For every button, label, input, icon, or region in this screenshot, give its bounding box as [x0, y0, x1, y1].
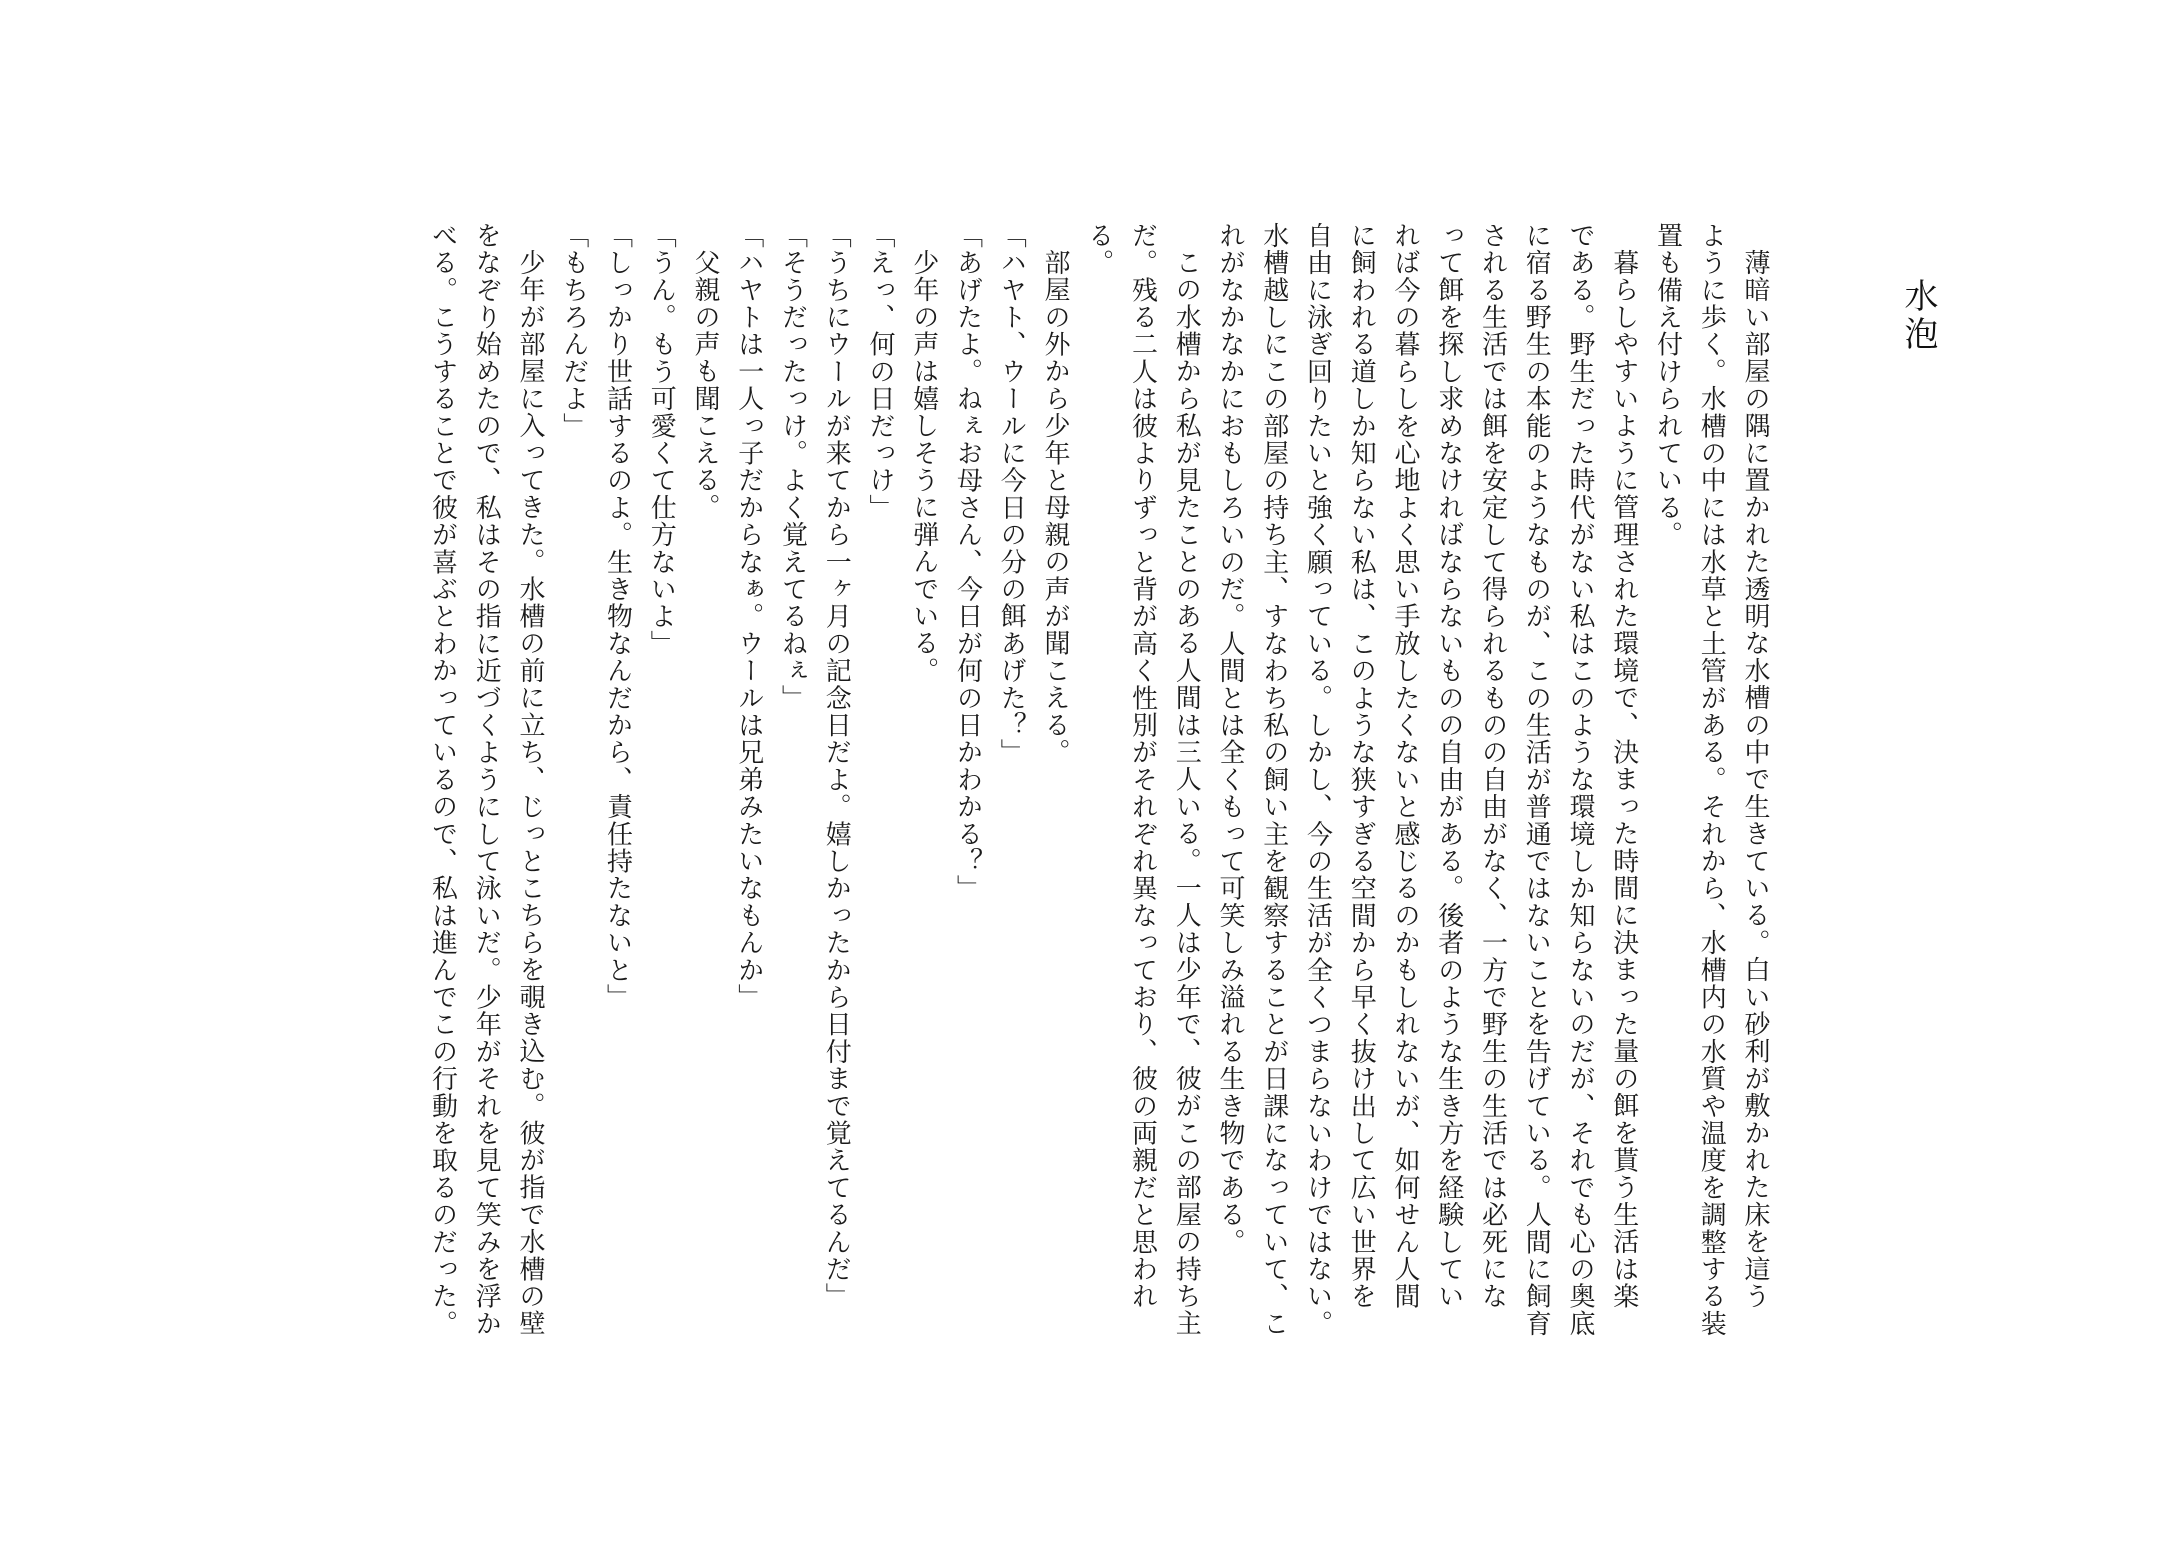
dialogue-column: 「うん。もう可愛くて仕方ないよ」 [646, 222, 677, 658]
text-column: に飼われる道しか知らない私は、このような狭すぎる空間から早く抜け出して広い世界を [1346, 222, 1377, 1310]
text-column: この水槽から私が見たことのある人間は三人いる。一人は少年で、彼がこの部屋の持ち主 [1171, 249, 1202, 1337]
text-column: 置も備え付けられている。 [1652, 222, 1683, 549]
text-column: である。野生だった時代がない私はこのような環境しか知らないのだが、それでも心の奥底 [1565, 222, 1595, 1338]
text-column: る。 [1083, 222, 1114, 277]
dialogue-column: 「ハヤトは一人っ子だからなぁ。ウールは兄弟みたいなもんか」 [733, 222, 764, 1011]
dialogue-column: 「しっかり世話するのよ。生き物なんだから、責任持たないと」 [602, 222, 633, 1011]
dialogue-column: 「そうだったっけ。よく覚えてるねぇ」 [777, 222, 808, 712]
text-column: 水槽越しにこの部屋の持ち主、すなわち私の飼い主を観察することが日課になっていて、こ [1258, 222, 1289, 1338]
text-column: 自由に泳ぎ回りたいと強く願っている。しかし、今の生活が全くつまらないわけではない。 [1302, 222, 1333, 1338]
text-column: をなぞり始めたので、私はその指に近づくようにして泳いだ。少年がそれを見て笑みを浮か [471, 222, 502, 1338]
dialogue-column: 「もちろんだよ」 [558, 222, 589, 440]
text-column: れば今の暮らしを心地よく思い手放したくないと感じるのかもしれないが、如何せん人間 [1390, 222, 1420, 1310]
text-column: 薄暗い部屋の隅に置かれた透明な水槽の中で生きている。白い砂利が敷かれた床を這う [1740, 249, 1770, 1310]
dialogue-column: 「えっ、何の日だっけ」 [865, 222, 895, 522]
text-column: 暮らしやすいように管理された環境で、決まった時間に決まった量の餌を貰う生活は楽 [1608, 249, 1639, 1310]
text-column: される生活では餌を安定して得られるものの自由がなく、一方で野生の生活では必死にな [1477, 222, 1508, 1310]
story-title: 水泡 [1898, 278, 1938, 354]
story-body [420, 222, 1776, 1338]
text-column: べる。こうすることで彼が喜ぶとわかっているので、私は進んでこの行動を取るのだった。 [427, 222, 458, 1338]
dialogue-column: 「うちにウールが来てから一ヶ月の記念日だよ。嬉しかったから日付まで覚えてるんだ」 [821, 222, 852, 1310]
text-column: 父親の声も聞こえる。 [690, 249, 720, 521]
text-column: って餌を探し求めなければならないものの自由がある。後者のような生き方を経験してい [1433, 222, 1464, 1310]
dialogue-column: 「ハヤト、ウールに今日の分の餌あげた？」 [996, 222, 1027, 766]
text-column: 部屋の外から少年と母親の声が聞こえる。 [1040, 249, 1070, 766]
text-column: 少年の声は嬉しそうに弾んでいる。 [908, 249, 939, 685]
dialogue-column: 「あげたよ。ねぇお母さん、今日が何の日かわかる？」 [952, 222, 983, 902]
text-column: に宿る野生の本能のようなものが、この生活が普通ではないことを告げている。人間に飼育 [1521, 222, 1552, 1338]
text-column: 少年が部屋に入ってきた。水槽の前に立ち、じっとこちらを覗き込む。彼が指で水槽の壁 [515, 249, 545, 1337]
text-column: ように歩く。水槽の中には水草と土管がある。それから、水槽内の水質や温度を調整する装 [1696, 222, 1727, 1338]
text-column: だ。残る二人は彼よりずっと背が高く性別がそれぞれ異なっており、彼の両親だと思われ [1127, 222, 1158, 1311]
text-column: れがなかなかにおもしろいのだ。人間とは全くもって可笑しみ溢れる生き物である。 [1215, 222, 1245, 1256]
